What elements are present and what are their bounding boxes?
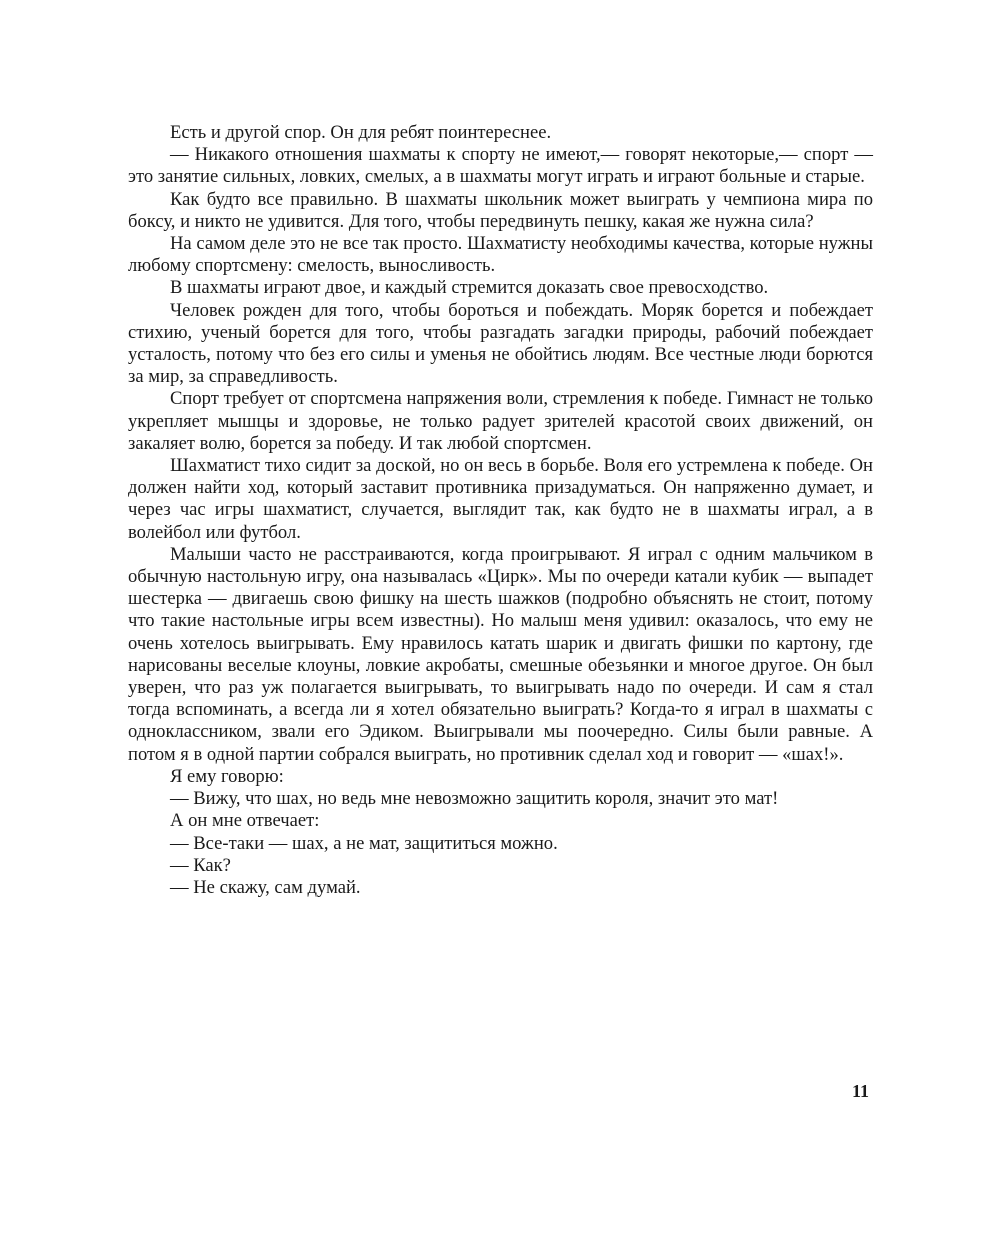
paragraph: Спорт требует от спортсмена напряжения воли, стремления к победе. Гимнаст не только укрепляет мышцы и здоровье, не только радует зрителей красотой своих движений, он закаляет волю, борется за победу. И так любой спортсмен. [128, 388, 873, 454]
paragraph: На самом деле это не все так просто. Шахматисту необходимы качества, которые нужны любому спортсмену: смелость, выносливость. [128, 233, 873, 277]
paragraph: Человек рожден для того, чтобы бороться и побеждать. Моряк борется и побеждает стихию, ученый борется для того, чтобы разгадать загадки природы, рабочий побеждает усталость, потому что без его силы и уменья не обойтись людям. Все честные люди борются за мир, за справедливость. [128, 299, 873, 388]
dialogue-line: — Как? [170, 854, 231, 876]
paragraph: Как будто все правильно. В шахматы школьник может выиграть у чемпиона мира по боксу, и никто не удивится. Для того, чтобы передвинуть пешку, какая же нужна сила? [128, 188, 873, 232]
paragraph: В шахматы играют двое, и каждый стремится доказать свое превосходство. [170, 277, 769, 299]
dialogue-line: А он мне отвечает: [170, 810, 320, 832]
page-number: 11 [852, 1081, 870, 1101]
paragraph: Есть и другой спор. Он для ребят поинтереснее. [170, 122, 552, 143]
paragraph: Шахматист тихо сидит за доской, но он весь в борьбе. Воля его устремлена к победе. Он должен найти ход, который заставит противника призадуматься. Он напряженно думает, и через час игры шахматист, случается, выглядит так, как будто не в шахматы играл, а в волейбол или футбол. [128, 455, 873, 543]
dialogue-line: Я ему говорю: [170, 765, 284, 787]
dialogue-line: — Вижу, что шах, но ведь мне невозможно защитить короля, значит это мат! [170, 788, 779, 810]
paragraph: Малыши часто не расстраиваются, когда проигрывают. Я играл с одним мальчиком в обычную настольную игру, она называлась «Цирк». Мы по очереди катали кубик — выпадет шестерка — двигаешь свою фишку на шесть шажков (подробно объяснять не стоит, потому что такие настольные игры всем известны). Но малыш меня удивил: оказалось, что ему не очень хотелось выигрывать. Ему нравилось катать шарик и двигать фишки по картону, где нарисованы веселые клоуны, ловкие акробаты, смешные обезьянки и многое другое. Он был уверен, что раз уж полагается выигрывать, то выигрывать надо по очереди. И сам я стал тогда вспоминать, а всегда ли я хотел обязательно выиграть? Когда-то я играл в шахматы с одноклассником, звали его Эдиком. Выигрывали мы поочередно. Силы были равные. А потом я в одной партии собрался выиграть, но противник сделал ход и говорит — «шах!». [128, 543, 873, 765]
dialogue-line: — Все-таки — шах, а не мат, защититься можно. [170, 832, 558, 854]
body-text [128, 122, 873, 899]
dialogue-line: — Не скажу, сам думай. [170, 876, 361, 898]
paragraph: — Никакого отношения шахматы к спорту не имеют,— говорят некоторые,— спорт — это занятие сильных, ловких, смелых, а в шахматы могут играть и играют больные и старые. [128, 144, 873, 188]
